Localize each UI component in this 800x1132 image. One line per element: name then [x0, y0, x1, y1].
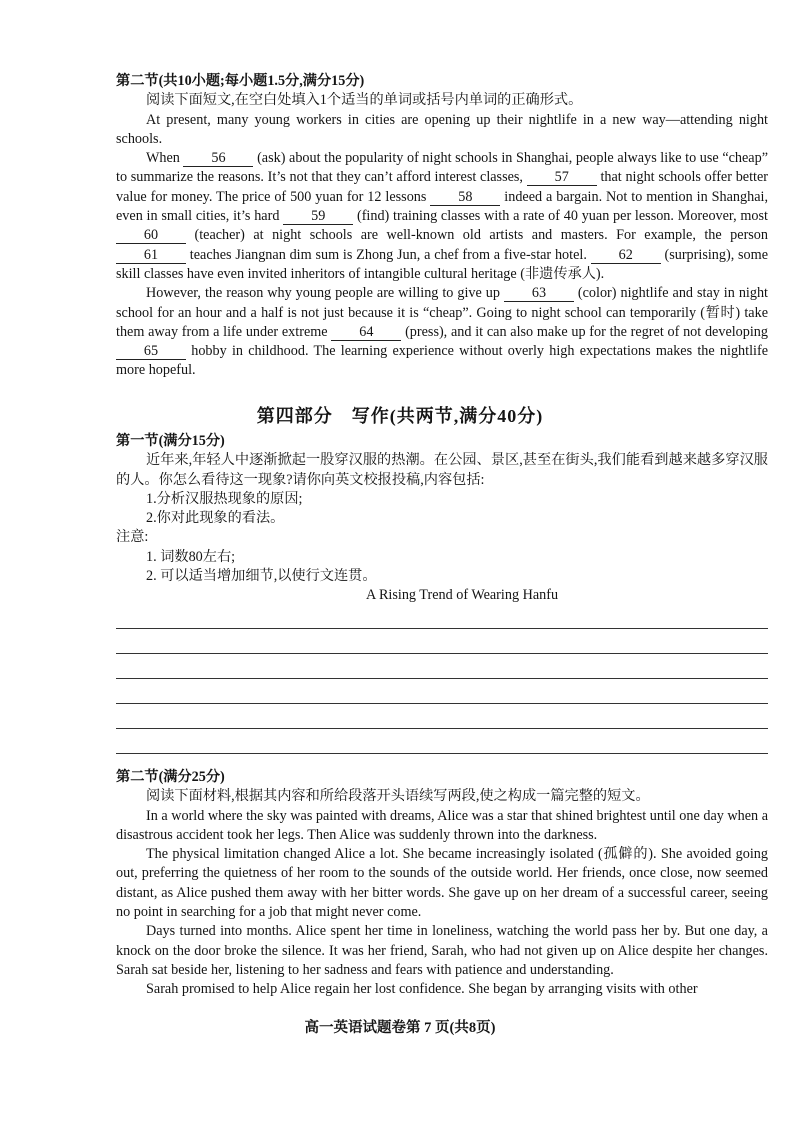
- writing-section-1: [116, 432, 768, 606]
- cloze-paragraph-2: When 56 (ask) about the popularity of night schools in Shanghai, people always like to use “cheap” to summarize the reasons. It’s not that they can’t afford interest classes, 57 that night schools offer better value for money. The price of 500 yuan for 12 lessons 58 indeed a bargain. Not to mention in Shanghai, even in small cities, it’s hard 59 (find) training classes with a rate of 40 yuan per lesson. Moreover, most 60 (teacher) at night schools are well-known old artists and masters. For example, the person 61 teaches Jiangnan dim sum is Zhong Jun, a chef from a five-star hotel. 62 (surprising), some skill classes have even invited inheritors of intangible cultural heritage (非遗传承人).: [116, 150, 768, 282]
- blank-61[interactable]: 61: [116, 248, 186, 264]
- blank-64[interactable]: 64: [331, 325, 401, 341]
- part4-heading: 第四部分 写作(共两节,满分40分): [256, 406, 544, 426]
- answer-line-4[interactable]: [116, 703, 768, 704]
- blank-63[interactable]: 63: [504, 286, 574, 302]
- writing2-instruction: 阅读下面材料,根据其内容和所给段落开头语续写两段,使之构成一篇完整的短文。: [146, 788, 650, 805]
- writing1-item-1: 1.分析汉服热现象的原因;: [146, 490, 303, 507]
- story-paragraph-2: The physical limitation changed Alice a lot. She became increasingly isolated (孤僻的). She avoided going out, preferring the quietness of her room to the sounds of the outside world. Her friends, once close, now seemed distant, as Alice pushed them away with her bitter words. She gave up on her dream of a successful career, seeing no point in searching for a job that might never come.: [116, 846, 768, 921]
- cloze-title: 第二节(共10小题;每小题1.5分,满分15分): [116, 73, 365, 89]
- note-1: 1. 词数80左右;: [146, 548, 236, 565]
- blank-58[interactable]: 58: [430, 190, 500, 206]
- writing1-item-2: 2.你对此现象的看法。: [146, 510, 285, 527]
- blank-65[interactable]: 65: [116, 344, 186, 360]
- story-paragraph-3: Days turned into months. Alice spent her time in loneliness, watching the world pass her by. But one day, a knock on the door broke the silence. It was her friend, Sarah, who had not given up on Alice despite her changes. Sarah sat beside her, listening to her sadness and fears with patience and understanding.: [116, 923, 768, 978]
- essay-title: A Rising Trend of Wearing Hanfu: [365, 587, 559, 604]
- writing1-prompt: 近年来,年轻人中逐渐掀起一股穿汉服的热潮。在公园、景区,甚至在街头,我们能看到越来越多穿汉服的人。你怎么看待这一现象?请你向英文校报投稿,内容包括:: [116, 452, 768, 488]
- answer-line-1[interactable]: [116, 628, 768, 629]
- writing2-title: 第二节(满分25分): [116, 769, 225, 785]
- answer-line-6[interactable]: [116, 753, 768, 754]
- story-paragraph-1: In a world where the sky was painted with dreams, Alice was a star that shined brightest until one day when a disastrous accident took her legs. Then Alice was suddenly thrown into the darkness.: [116, 807, 768, 843]
- blank-60[interactable]: 60: [116, 228, 186, 244]
- writing-section-2: [116, 768, 768, 1000]
- blank-57[interactable]: 57: [527, 170, 597, 186]
- cloze-paragraph-1: At present, many young workers in cities are opening up their nightlife in a new way—attending night schools.: [116, 111, 768, 147]
- note-label: 注意:: [116, 529, 149, 546]
- answer-line-3[interactable]: [116, 678, 768, 679]
- writing1-title: 第一节(满分15分): [116, 433, 225, 449]
- blank-56[interactable]: 56: [183, 151, 253, 167]
- answer-line-5[interactable]: [116, 728, 768, 729]
- note-2: 2. 可以适当增加细节,以使行文连贯。: [146, 568, 377, 585]
- blank-62[interactable]: 62: [591, 248, 661, 264]
- page-footer: 高一英语试题卷第 7 页(共8页): [304, 1020, 496, 1036]
- cloze-paragraph-3: However, the reason why young people are willing to give up 63 (color) nightlife and stay in night school for an hour and a half is not just because it is “cheap”. Going to night school can temporarily (暂时) take them away from a life under extreme 64 (press), and it can also make up for the regret of not developing 65 hobby in childhood. The learning experience without overly high expectations makes the nightlife more hopeful.: [116, 285, 768, 379]
- blank-59[interactable]: 59: [283, 209, 353, 225]
- cloze-instruction: 阅读下面短文,在空白处填入1个适当的单词或括号内单词的正确形式。: [146, 92, 583, 109]
- cloze-section: [116, 72, 768, 381]
- story-paragraph-4: Sarah promised to help Alice regain her lost confidence. She began by arranging visits with other: [146, 981, 698, 998]
- answer-line-2[interactable]: [116, 653, 768, 654]
